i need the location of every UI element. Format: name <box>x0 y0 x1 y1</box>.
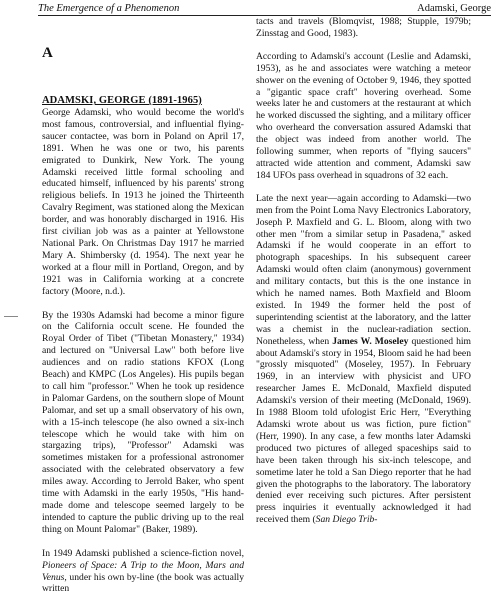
right-paragraph-2-a: Late the next year—again according to Adamski—two men from the Point Loma Navy Electronics Laboratory, Joseph P. Maxfield and G. L. Bloom, along with two other men "from a similar setup in Pasadena," asked Adamski if he would cooperate in an effort to photograph spaceships. In his subsequent career Adamski would often claim (anonymous) government and military contacts, but this is the one instance in which he named names. Both Maxfield and Bloom existed. In 1949 the former held the post of superintending scientist at the laboratory, and the latter was a chemist in the nuclear-radiation section. Nonetheless, when <box>256 192 471 347</box>
right-paragraph-1: According to Adamski's account (Leslie and Adamski, 1953), as he and associates were watching a meteor shower on the evening of October 9, 1946, they spotted a "gigantic space craft" hovering overhead. Some weeks later he and customers at the restaurant at which he worked discussed the sighting, and a military officer who overheard the conversation assured Adamski that the object was indeed from another world. The following summer, when reports of "flying saucers" attracted wide attention and comment, Adamski saw 184 UFOs pass overhead in squadrons of 32 each. <box>256 50 471 181</box>
left-paragraph-2: By the 1930s Adamski had become a minor figure on the California occult scene. He founded the Royal Order of Tibet ("Tibetan Monastery," 1934) and lectured on "Universal Law" both before live audiences and on radio stations KFOX (Long Beach) and KMPC (Los Angeles). His pupils began to call him "professor." When he took up residence in Palomar Gardens, on the southern slope of Mount Palomar, and set up a small observatory of his own, with a 15-inch telescope (he also owned a six-inch telescope which he would take with him on stargazing trips), "Professor" Adamski was sometimes mistaken for a professional astronomer associated with the celebrated observatory a few miles away. According to Jerrold Baker, who spent time with Adamski in the early 1950s, "His hand-made dome and telescope seemed largely to be intended to capture the public driving up to the real thing on Mount Palomar" (Baker, 1989). <box>42 309 244 535</box>
left-paragraph-3-end: , under his own by-line (the book was actually written <box>42 571 244 595</box>
left-column <box>42 107 244 595</box>
left-paragraph-3 <box>42 548 244 595</box>
left-paragraph-1: George Adamski, who would become the world's most famous, controversial, and influential flying-saucer contactee, was born in Poland on April 17, 1891. When he was one or two, his parents emigrated to Dunkirk, New York. The young Adamski received little formal schooling and educated himself, influenced by his parents' strong religious beliefs. In 1913 he joined the Thirteenth Cavalry Regiment, was stationed along the Mexican border, and was honorably discharged in 1916. His first civilian job was as a painter at Yellowstone National Park. On Christmas Day 1917 he married Mary A. Shimbersky (d. 1954). The next year he worked at a flour mill in Portland, Oregon, and by 1921 was in California working at a concrete factory (Moore, n.d.). <box>42 107 244 297</box>
running-header-right: Adamski, George <box>417 3 491 14</box>
right-paragraph-2-b: questioned him about Adamski's story in 1954, Bloom said he had been "grossly misquoted" (Moseley, 1957). In February 1969, in an interview with physicist and UFO researcher James E. McDonald, Maxfield disputed Adamski's version of their meeting (McDonald, 1969). In 1988 Bloom told ufologist Eric Herr, "Everything Adamski wrote about us was fiction, pure fiction" (Herr, 1990). In any case, a few months later Adamski produced two pictures of alleged spaceships said to have been taken through his six-inch telescope, and sometime later he told a San Diego reporter that he had given the photographs to the laboratory. The laboratory denied ever receiving such pictures. After persistent press inquiries it eventually acknowledged it had received them ( <box>256 335 471 526</box>
right-paragraph-2 <box>256 193 471 526</box>
running-header-left: The Emergence of a Phenomenon <box>38 3 180 14</box>
right-paragraph-0: tacts and travels (Blomqvist, 1988; Stupple, 1979b; Zinsstag and Good, 1983). <box>256 16 471 39</box>
newspaper-title: San Diego Trib- <box>315 514 378 526</box>
entry-title: ADAMSKI, GEORGE (1891-1965) <box>42 95 202 106</box>
margin-mark <box>4 316 18 317</box>
running-header <box>38 2 491 16</box>
section-letter: A <box>42 45 53 61</box>
book-title: Pioneers of Space: A Trip to the Moon, Mars and Venus <box>42 559 244 583</box>
right-column <box>256 16 471 526</box>
left-paragraph-3-start: In 1949 Adamski published a science-fiction novel, <box>42 547 244 559</box>
cross-reference-name: James W. Moseley <box>332 335 409 347</box>
